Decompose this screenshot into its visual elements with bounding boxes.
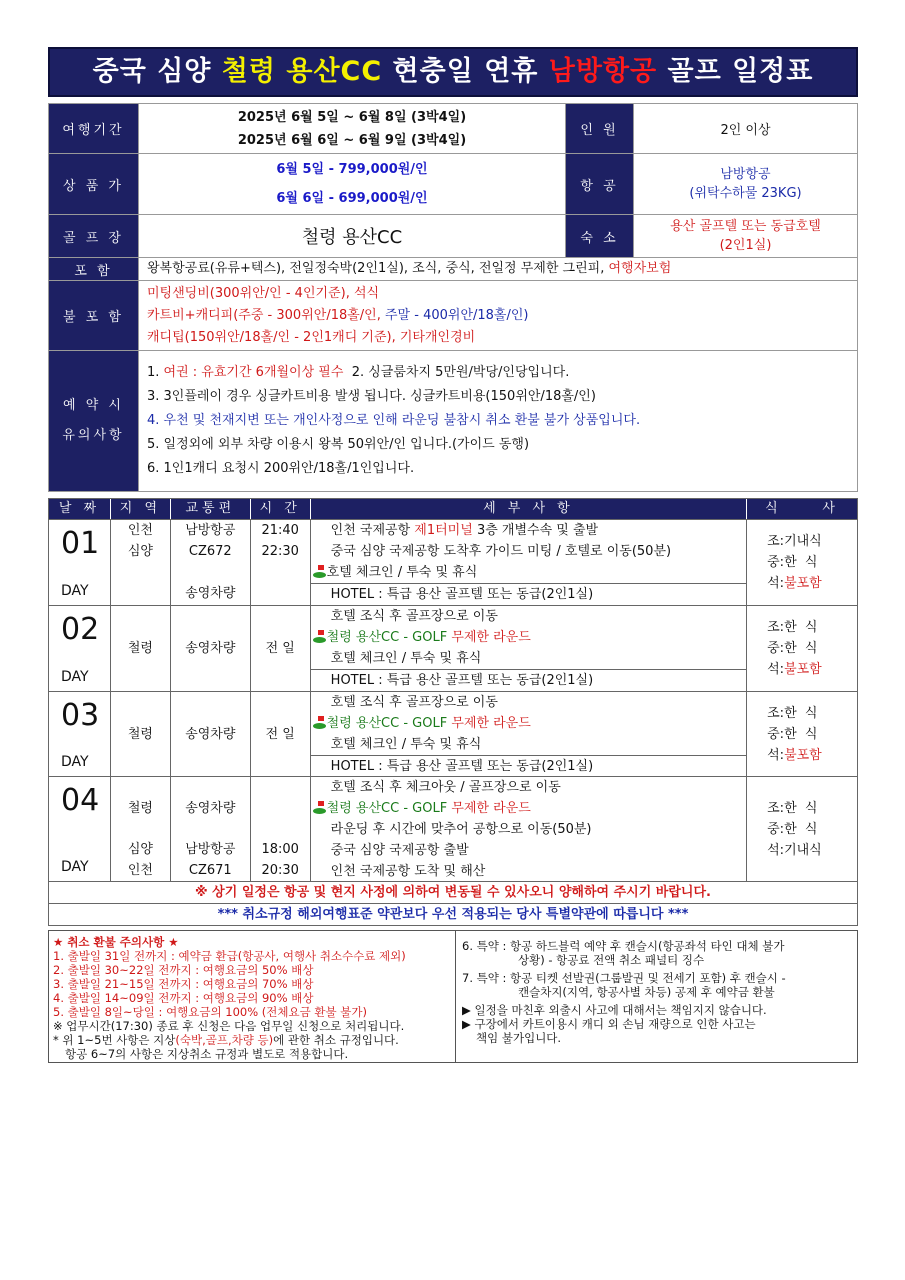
- meal-value: 불포함: [784, 576, 822, 591]
- detail-text: 호텔 체크인 / 투숙 및 휴식: [326, 565, 478, 580]
- detail-text: 철령 용산CC - GOLF: [326, 716, 452, 731]
- special-terms: [456, 931, 857, 1062]
- included-label: 포 함: [49, 258, 139, 281]
- ground-note: * 위 1~5번 사항은 지상: [53, 1033, 176, 1047]
- meal-value: 한 식: [784, 821, 818, 837]
- notice-text: 1.: [147, 365, 164, 380]
- detail-line: [311, 755, 746, 776]
- header-transport: 교통편: [171, 499, 251, 519]
- details-cell: [311, 606, 747, 691]
- meal-line: [767, 638, 857, 659]
- detail-line: [311, 819, 746, 840]
- meal-value: 한 식: [784, 705, 818, 721]
- time-line: [251, 777, 310, 798]
- meal-type: 중:: [767, 641, 785, 656]
- transport-line: 송영차량: [185, 726, 236, 742]
- detail-line: [311, 840, 746, 861]
- detail-line: [311, 606, 746, 627]
- day-row: [49, 776, 857, 881]
- meal-type: 석:: [767, 662, 785, 677]
- notice-text: 2. 싱글룸차지 5만원/박당/인당입니다.: [343, 365, 570, 380]
- liability-note: ▶ 일정을 마친후 외출시 사고에 대해서는 책임지지 않습니다.: [462, 1003, 767, 1017]
- airline: [634, 154, 858, 215]
- meal-type: 석:: [767, 842, 785, 858]
- meal-type: 중:: [767, 555, 785, 570]
- detail-line: [311, 648, 746, 669]
- refund-rule: 3. 출발일 21~15일 전까지 : 여행요금의 70% 배상: [53, 977, 314, 991]
- detail-text: 중국 심양 국제공항 도착후 가이드 미팅 / 호텔로 이동(50분): [330, 544, 672, 559]
- region-line: 철령: [127, 641, 153, 656]
- region-cell: [111, 606, 171, 691]
- hotel-name: 용산 골프텔 또는 동급호텔: [670, 219, 821, 234]
- meal-line: [767, 531, 857, 552]
- detail-line: [311, 562, 746, 583]
- day-label: DAY: [61, 669, 89, 685]
- golf-course: 철령 용산CC: [139, 215, 566, 258]
- detail-line: [311, 520, 746, 541]
- meal-value: 기내식: [784, 534, 822, 549]
- day-row: [49, 691, 857, 776]
- detail-line: [311, 541, 746, 562]
- meal-line: [767, 573, 857, 594]
- notice-text: 6. 1인1캐디 요청시 200위안/18홀/1인입니다.: [147, 461, 415, 476]
- region-cell: [111, 520, 171, 605]
- people-label: 인 원: [566, 104, 634, 154]
- detail-text: 중국 심양 국제공항 출발: [330, 843, 469, 858]
- golf-flag-icon: [313, 716, 326, 729]
- region-cell: [111, 777, 171, 881]
- detail-line: [311, 669, 746, 690]
- detail-line: [311, 583, 746, 604]
- detail-text: 라운딩 후 시간에 맞추어 공항으로 이동(50분): [330, 822, 592, 837]
- people-value: 2인 이상: [634, 104, 858, 154]
- golf-flag-icon: [313, 630, 326, 643]
- meal-value: 불포함: [784, 747, 822, 763]
- cancellation-terms: [48, 930, 858, 1063]
- time-cell: [251, 520, 311, 605]
- detail-text: 무제한 라운드: [451, 630, 531, 645]
- golf-flag-icon: [313, 565, 326, 578]
- hotel: [634, 215, 858, 258]
- time-line: 전 일: [265, 641, 295, 656]
- special-term-6: 6. 특약 : 항공 하드블럭 예약 후 캔슬시(항공좌석 타인 대체 불가: [462, 939, 785, 953]
- time-line: [251, 818, 310, 839]
- refund-title: ★ 취소 환불 주의사항 ★: [53, 935, 179, 949]
- day-date: [49, 520, 111, 605]
- air-note: 항공 6~7의 사항은 지상취소 규정과 별도로 적용합니다.: [65, 1047, 349, 1061]
- ground-note: 에 관한 취소 규정입니다.: [273, 1033, 399, 1047]
- detail-text: HOTEL : 특급 용산 골프텔 또는 동급(2인1실): [330, 759, 594, 774]
- meal-line: [767, 819, 857, 840]
- region-line: 인천: [127, 523, 153, 538]
- time-line: 20:30: [261, 863, 299, 879]
- title-part: 중국 심양: [92, 56, 222, 87]
- detail-text: 철령 용산CC - GOLF: [326, 630, 452, 645]
- golf-flag-icon: [313, 801, 326, 814]
- special-term-7-cont: 캔슬차지(지역, 항공사별 차등) 공제 후 예약금 환불: [518, 985, 775, 999]
- time-line: 전 일: [265, 726, 295, 742]
- price: [139, 154, 566, 215]
- meals-cell: [747, 692, 857, 776]
- header-details: 세 부 사 항: [311, 499, 747, 519]
- meal-type: 석:: [767, 576, 785, 591]
- refund-rule: 1. 출발일 31일 전까지 : 예약금 환급(항공사, 여행사 취소수수료 제외): [53, 949, 406, 963]
- price-line: 6월 5일 - 799,000원/인: [276, 162, 428, 177]
- region-line: [111, 583, 170, 604]
- meal-value: 한 식: [784, 555, 818, 570]
- time-line: [251, 583, 310, 604]
- details-cell: [311, 520, 747, 605]
- cancellation-policy-notice: *** 취소규정 해외여행표준 약관보다 우선 적용되는 당사 특별약관에 따릅니다 ***: [49, 903, 857, 925]
- detail-line: [311, 798, 746, 819]
- excluded-line: 캐디팁(150위안/18홀/인 - 2인1캐디 기준), 기타개인경비: [147, 329, 476, 345]
- excluded: [139, 281, 858, 351]
- room-type: (2인1실): [719, 238, 772, 253]
- region-line: 심양: [127, 544, 153, 559]
- details-cell: [311, 777, 747, 881]
- header-meals: 식 사: [765, 501, 839, 516]
- day-date: [49, 606, 111, 691]
- refund-rule: 5. 출발일 8일~당일 : 여행요금의 100% (전체요금 환불 불가): [53, 1005, 367, 1019]
- notice-passport: 여권 : 유효기간 6개월이상 필수: [163, 365, 344, 380]
- region-line: 인천: [127, 863, 153, 878]
- period-label: 여행기간: [49, 104, 139, 154]
- trip-info-table: [48, 103, 858, 492]
- itinerary-header: [49, 499, 857, 519]
- detail-line: [311, 713, 746, 734]
- day-label: DAY: [61, 859, 89, 875]
- header-region: 지 역: [111, 499, 171, 519]
- detail-line: [311, 734, 746, 755]
- title-golf-course: 철령 용산CC: [221, 56, 383, 87]
- meal-line: [767, 552, 857, 573]
- special-term-7: 7. 특약 : 항공 티켓 선발권(그룹발권 및 전세기 포함) 후 캔슬시 -: [462, 971, 786, 985]
- meal-type: 중:: [767, 821, 785, 837]
- itinerary-table: [48, 498, 858, 926]
- detail-line: [311, 627, 746, 648]
- title-airline: 남방항공: [548, 56, 658, 87]
- meal-line: [767, 840, 857, 861]
- meal-type: 조:: [767, 534, 785, 549]
- meal-value: 기내식: [784, 842, 822, 858]
- golf-label: 골 프 장: [49, 215, 139, 258]
- region-line: [111, 777, 170, 798]
- region-line: 철령: [127, 726, 153, 742]
- transport-line: 남방항공: [185, 842, 236, 857]
- time-line: [251, 798, 310, 819]
- meal-value: 한 식: [784, 620, 818, 635]
- transport-cell: [171, 692, 251, 776]
- transport-cell: [171, 777, 251, 881]
- meal-line: [767, 703, 857, 724]
- business-hours-note: ※ 업무시간(17:30) 종료 후 신청은 다음 업무일 신청으로 처리됩니다.: [53, 1019, 405, 1033]
- period-line: 2025년 6월 6일 ~ 6월 9일 (3박4일): [237, 132, 467, 148]
- time-line: 21:40: [261, 523, 299, 538]
- refund-rules: [49, 931, 456, 1062]
- detail-text: 호텔 체크인 / 투숙 및 휴식: [330, 737, 482, 752]
- region-line: [111, 819, 170, 840]
- detail-text: HOTEL : 특급 용산 골프텔 또는 동급(2인1실): [330, 587, 594, 602]
- detail-line: [311, 861, 746, 882]
- region-line: 철령: [127, 800, 153, 816]
- detail-text: 무제한 라운드: [451, 801, 531, 816]
- excluded-line: 주말 - 400위안/18홀/인): [385, 307, 529, 323]
- transport-line: [171, 819, 250, 840]
- notice-text: 3. 3인플레이 경우 싱글카트비용 발생 됩니다. 싱글카트비용(150위안/18홀/인): [147, 389, 596, 404]
- schedule-notice: ※ 상기 일정은 항공 및 현지 사정에 의하여 변동될 수 있사오니 양해하여 주시기 바랍니다.: [49, 881, 857, 903]
- meal-line: [767, 724, 857, 745]
- meal-value: 한 식: [784, 726, 818, 742]
- time-cell: [251, 692, 311, 776]
- day-date: [49, 692, 111, 776]
- included-insurance: 여행자보험: [608, 261, 672, 276]
- special-term-6-cont: 상황) - 항공료 전액 취소 패널티 징수: [518, 953, 705, 967]
- region-line: 심양: [127, 842, 153, 857]
- day-label: DAY: [61, 583, 89, 599]
- transport-cell: [171, 606, 251, 691]
- airline-name: 남방항공: [720, 167, 771, 182]
- price-label: 상 품 가: [49, 154, 139, 215]
- travel-period: [139, 104, 566, 154]
- ground-note-items: (숙박,골프,차량 등): [175, 1033, 274, 1047]
- day-row: [49, 605, 857, 691]
- day-number: 02: [61, 612, 100, 647]
- time-line: [251, 562, 310, 583]
- title-part: 현충일 연휴: [382, 56, 549, 87]
- time-cell: [251, 606, 311, 691]
- transport-cell: [171, 520, 251, 605]
- meals-cell: [747, 777, 857, 881]
- region-cell: [111, 692, 171, 776]
- price-line: 6월 6일 - 699,000원/인: [276, 191, 428, 206]
- excluded-line: 카트비+캐디피(주중 - 300위안/18홀/인,: [147, 307, 385, 323]
- detail-text: 호텔 조식 후 골프장으로 이동: [330, 609, 498, 624]
- booking-notices: [139, 351, 858, 492]
- detail-text: 철령 용산CC - GOLF: [326, 801, 452, 816]
- detail-text: 호텔 조식 후 체크아웃 / 골프장으로 이동: [330, 780, 561, 795]
- period-line: 2025년 6월 5일 ~ 6월 8일 (3박4일): [237, 109, 467, 125]
- notice-text: 4. 우천 및 천재지변 또는 개인사정으로 인해 라운딩 불참시 취소 환불 불가 상품입니다.: [147, 413, 641, 428]
- day-number: 04: [61, 783, 100, 818]
- hotel-label: 숙 소: [566, 215, 634, 258]
- transport-line: 송영차량: [185, 641, 236, 656]
- meal-value: 한 식: [784, 800, 818, 816]
- detail-text: 호텔 조식 후 골프장으로 이동: [330, 695, 498, 710]
- transport-line: CZ671: [188, 863, 232, 878]
- detail-text: HOTEL : 특급 용산 골프텔 또는 동급(2인1실): [330, 673, 594, 688]
- detail-text: 무제한 라운드: [451, 716, 531, 731]
- meal-line: [767, 798, 857, 819]
- transport-line: 송영차량: [185, 800, 236, 816]
- refund-rule: 2. 출발일 30~22일 전까지 : 여행요금의 50% 배상: [53, 963, 314, 977]
- transport-line: [171, 777, 250, 798]
- time-cell: [251, 777, 311, 881]
- day-row: [49, 519, 857, 605]
- meal-value: 불포함: [784, 662, 822, 677]
- detail-line: [311, 692, 746, 713]
- meals-cell: [747, 606, 857, 691]
- header-time: 시 간: [251, 499, 311, 519]
- transport-line: [171, 562, 250, 583]
- meal-type: 중:: [767, 726, 785, 742]
- time-line: 18:00: [261, 842, 299, 858]
- meal-type: 조:: [767, 800, 785, 816]
- excluded-label: 불 포 함: [49, 281, 139, 351]
- transport-line: CZ672: [188, 544, 232, 559]
- meal-line: [767, 745, 857, 766]
- header-date: 날 짜: [49, 499, 111, 519]
- included-text: 왕복항공료(유류+텍스), 전일정숙박(2인1실), 조식, 중식, 전일정 무제한 그린피,: [147, 261, 609, 276]
- detail-text: 인천 국제공항 도착 및 해산: [330, 864, 486, 879]
- meal-type: 조:: [767, 620, 785, 635]
- day-date: [49, 777, 111, 881]
- liability-note-cont: 책임 불가입니다.: [476, 1031, 562, 1045]
- notice-label-line: 유의사항: [62, 428, 125, 443]
- details-cell: [311, 692, 747, 776]
- transport-line: 송영차량: [185, 586, 236, 601]
- detail-line: [311, 777, 746, 798]
- liability-note: ▶ 구장에서 카트이용시 캐디 외 손님 재량으로 인한 사고는: [462, 1017, 756, 1031]
- transport-line: 남방항공: [185, 523, 236, 538]
- day-label: DAY: [61, 754, 89, 770]
- detail-text: 인천 국제공항: [330, 523, 415, 538]
- refund-rule: 4. 출발일 14~09일 전까지 : 여행요금의 90% 배상: [53, 991, 314, 1005]
- meal-line: [767, 659, 857, 680]
- title-part: 골프 일정표: [657, 56, 814, 87]
- meal-type: 석:: [767, 747, 785, 763]
- meals-cell: [747, 520, 857, 605]
- detail-text: 3층 개별수속 및 출발: [472, 523, 599, 538]
- day-number: 01: [61, 526, 100, 561]
- excluded-line: 미팅샌딩비(300위안/인 - 4인기준), 석식: [147, 285, 380, 301]
- baggage: (위탁수하물 23KG): [689, 186, 802, 201]
- meal-line: [767, 617, 857, 638]
- region-line: [111, 562, 170, 583]
- notice-label-line: 예 약 시: [63, 398, 124, 413]
- day-number: 03: [61, 698, 100, 733]
- notice-label: [49, 351, 139, 492]
- detail-text: 호텔 체크인 / 투숙 및 휴식: [330, 651, 482, 666]
- air-label: 항 공: [566, 154, 634, 215]
- time-line: 22:30: [261, 544, 299, 559]
- meal-value: 한 식: [784, 641, 818, 656]
- notice-text: 5. 일정외에 외부 차량 이용시 왕복 50위안/인 입니다.(가이드 동행): [147, 437, 530, 452]
- page-title: [48, 47, 858, 97]
- included: [139, 258, 858, 281]
- detail-text: 제1터미널: [414, 523, 473, 538]
- meal-type: 조:: [767, 705, 785, 721]
